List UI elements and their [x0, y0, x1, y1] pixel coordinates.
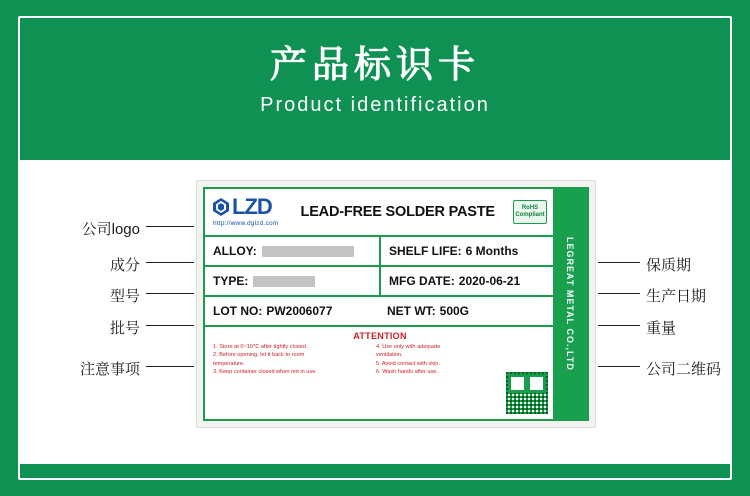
product-label-inner — [203, 187, 589, 421]
annotation-mfg-date: 生产日期 — [646, 288, 707, 305]
label-header — [205, 189, 553, 237]
field-mfg-date-label: MFG DATE: — [389, 274, 455, 288]
leader-line — [146, 325, 194, 326]
qr-code-icon — [505, 371, 549, 415]
annotation-qr-code: 公司二维码 — [646, 361, 722, 378]
field-net-wt — [379, 297, 553, 325]
label-fields — [205, 237, 553, 327]
attention-line: 5. Avoid contact with skin. — [375, 360, 440, 367]
annotation-type: 型号 — [109, 288, 140, 305]
attention-line: 3. Keep container closed when not in use. — [213, 369, 317, 376]
product-name: LEAD-FREE SOLDER PASTE — [300, 204, 495, 220]
annotation-shelf-life: 保质期 — [646, 257, 692, 274]
leader-line — [146, 366, 194, 367]
brand-name: LZD — [232, 194, 272, 220]
field-type — [205, 274, 379, 288]
annotation-alloy: 成分 — [109, 257, 140, 274]
leader-line — [146, 262, 194, 263]
field-alloy-value-redacted — [262, 246, 354, 257]
logo-mark-icon — [213, 198, 229, 216]
field-shelf-life — [379, 237, 553, 265]
annotation-net-wt: 重量 — [646, 320, 677, 337]
field-alloy-label: ALLOY: — [213, 244, 257, 258]
attention-block — [205, 327, 553, 419]
leader-line — [598, 325, 640, 326]
leader-line — [598, 293, 640, 294]
product-label — [196, 180, 596, 428]
rohs-line2: Compliant — [515, 212, 545, 218]
field-net-wt-value: 500G — [439, 304, 470, 318]
company-logo — [213, 196, 278, 228]
rohs-badge — [513, 200, 547, 224]
leader-line — [598, 262, 640, 263]
label-side-text: LEGREAT METAL CO.,LTD — [565, 237, 575, 371]
field-type-value-redacted — [253, 276, 315, 287]
rohs-line1: RoHS — [521, 205, 539, 212]
annotation-attention: 注意事项 — [79, 361, 140, 378]
field-net-wt-label: NET WT: — [387, 304, 436, 318]
field-lot-no — [205, 304, 379, 318]
field-lot-no-value: PW2006077 — [266, 304, 333, 318]
leader-line — [146, 226, 194, 227]
annotation-lot-no: 批号 — [109, 320, 140, 337]
attention-line: 4. Use only with adequate — [375, 344, 441, 350]
brand-url: http://www.dglzd.com — [213, 220, 279, 228]
field-mfg-date — [379, 267, 553, 295]
page-title-en: Product identification — [260, 94, 490, 117]
attention-line: 2. Before opening, let it back to room — [213, 352, 305, 359]
attention-line: 6. Wash hands after use. — [375, 369, 438, 376]
attention-title: ATTENTION — [353, 331, 407, 341]
label-row — [205, 297, 553, 327]
diagram-card — [18, 160, 732, 464]
page-title-cn: 产品标识卡 — [270, 44, 480, 85]
annotation-company-logo: 公司logo — [81, 221, 140, 238]
label-row — [205, 267, 553, 297]
attention-line: 1. Store at 0~10℃ after tightly closed. — [213, 344, 308, 350]
label-row — [205, 237, 553, 267]
leader-line — [598, 366, 640, 367]
field-alloy — [205, 244, 379, 258]
field-lot-no-label: LOT NO: — [213, 304, 263, 318]
field-mfg-date-value: 2020-06-21 — [458, 274, 521, 288]
leader-line — [146, 293, 194, 294]
field-shelf-life-label: SHELF LIFE: — [389, 244, 462, 258]
field-shelf-life-value: 6 Months — [465, 244, 519, 258]
label-side-bar — [553, 189, 587, 419]
page-title — [0, 42, 750, 117]
field-type-label: TYPE: — [213, 274, 249, 288]
attention-line: temperature. — [213, 360, 245, 367]
attention-column-left — [213, 343, 370, 377]
attention-line: ventilation. — [375, 352, 403, 359]
